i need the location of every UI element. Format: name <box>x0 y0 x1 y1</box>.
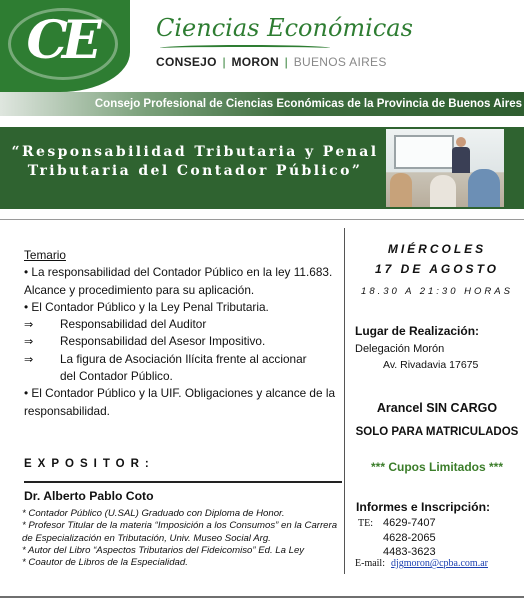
temario-subitem-text: Responsabilidad del Asesor Impositivo. <box>60 334 266 349</box>
phone-number: 4629-7407 <box>383 517 436 529</box>
event-title-line-2: Tributaria del Contador Público” <box>27 163 363 179</box>
place-address: Av. Rivadavia 17675 <box>383 359 479 371</box>
audience-text: SOLO PARA MATRICULADOS <box>355 426 519 438</box>
brand-title: Ciencias Económicas <box>156 14 413 42</box>
place-name: Delegación Morón <box>355 343 445 355</box>
brand-subtitle <box>156 54 387 70</box>
whiteboard <box>394 135 454 169</box>
temario-heading: Temario <box>24 248 66 262</box>
event-title-line-1: “Responsabilidad Tributaria y Penal <box>11 144 379 160</box>
logo <box>0 0 130 92</box>
event-day: MIÉRCOLES <box>387 242 487 256</box>
event-date: 17 DE AGOSTO <box>374 262 500 276</box>
divider-top <box>0 219 524 220</box>
speaker-cv <box>22 508 344 569</box>
divider-bottom <box>0 596 524 598</box>
arrow-icon: ⇒ <box>24 318 34 332</box>
temario-subitem <box>24 316 336 333</box>
place-label: Lugar de Realización: <box>355 324 480 338</box>
temario-item: • El Contador Público y la UIF. Obligaciones y alcance de la responsabilidad. <box>24 386 336 418</box>
contact-heading: Informes e Inscripción: <box>356 500 491 514</box>
phone-label: TE: <box>358 518 373 529</box>
temario-subitem-continuation: del Contador Público. <box>60 369 173 384</box>
phone-number: 4483-3623 <box>383 546 436 558</box>
brand-sub-consejo: CONSEJO <box>156 55 217 69</box>
brand-sub-buenos-aires: BUENOS AIRES <box>293 55 387 69</box>
expositor-rule <box>24 481 342 483</box>
brand-sub-moron: MORON <box>231 55 279 69</box>
email-link[interactable]: djgmoron@cpba.com.ar <box>391 558 488 569</box>
cv-item: * Contador Público (U.SAL) Graduado con Diploma de Honor. <box>22 508 285 519</box>
title-banner <box>0 127 524 209</box>
brand-separator: | <box>222 55 226 69</box>
speaker-name: Dr. Alberto Pablo Coto <box>24 489 154 503</box>
expositor-label: EXPOSITOR: <box>24 458 155 470</box>
audience-person <box>468 169 500 207</box>
phone-number: 4628-2065 <box>383 532 436 544</box>
cv-item: * Coautor de Libros de la Especialidad. <box>22 557 188 569</box>
temario-subitem-text: La figura de Asociación Ilícita frente al accionar <box>60 351 307 366</box>
arrow-icon: ⇒ <box>24 335 34 349</box>
event-title <box>4 143 386 181</box>
presenter-head <box>456 137 466 147</box>
logo-text: CE <box>26 10 96 71</box>
column-divider <box>344 228 345 574</box>
event-time: 18.30 A 21:30 HORAS <box>361 286 513 297</box>
classroom-photo <box>386 129 504 207</box>
presenter-body <box>452 147 470 173</box>
email-label: E-mail: <box>355 558 385 569</box>
arrow-icon: ⇒ <box>24 352 34 366</box>
brand-separator: | <box>284 55 289 69</box>
brand-swoosh <box>160 45 330 51</box>
temario-section <box>24 247 336 420</box>
temario-subitem-text: Responsabilidad del Auditor <box>60 317 207 332</box>
fee-text: Arancel SIN CARGO <box>376 401 498 415</box>
temario-item: • El Contador Público y la Ley Penal Tributaria. <box>24 299 269 314</box>
org-name: Consejo Profesional de Ciencias Económicas de la Provincia de Buenos Aires <box>94 98 522 110</box>
temario-subitem <box>24 333 336 350</box>
cv-item: * Profesor Titular de la materia “Imposición a los Consumos” en la Carrera de Especialización en Tributación, Univ. Museo Social Arg. <box>22 520 338 544</box>
audience-person <box>390 173 412 207</box>
temario-item: • La responsabilidad del Contador Público en la ley 11.683. Alcance y procedimiento para su aplicación. <box>24 265 333 297</box>
org-bar <box>0 92 524 116</box>
temario-subitem <box>24 351 336 368</box>
audience-person <box>430 175 456 207</box>
limited-spots-text: *** Cupos Limitados *** <box>370 460 504 474</box>
cv-item: * Autor del Libro “Aspectos Tributarios del Fideicomiso” Ed. La Ley <box>22 544 305 556</box>
